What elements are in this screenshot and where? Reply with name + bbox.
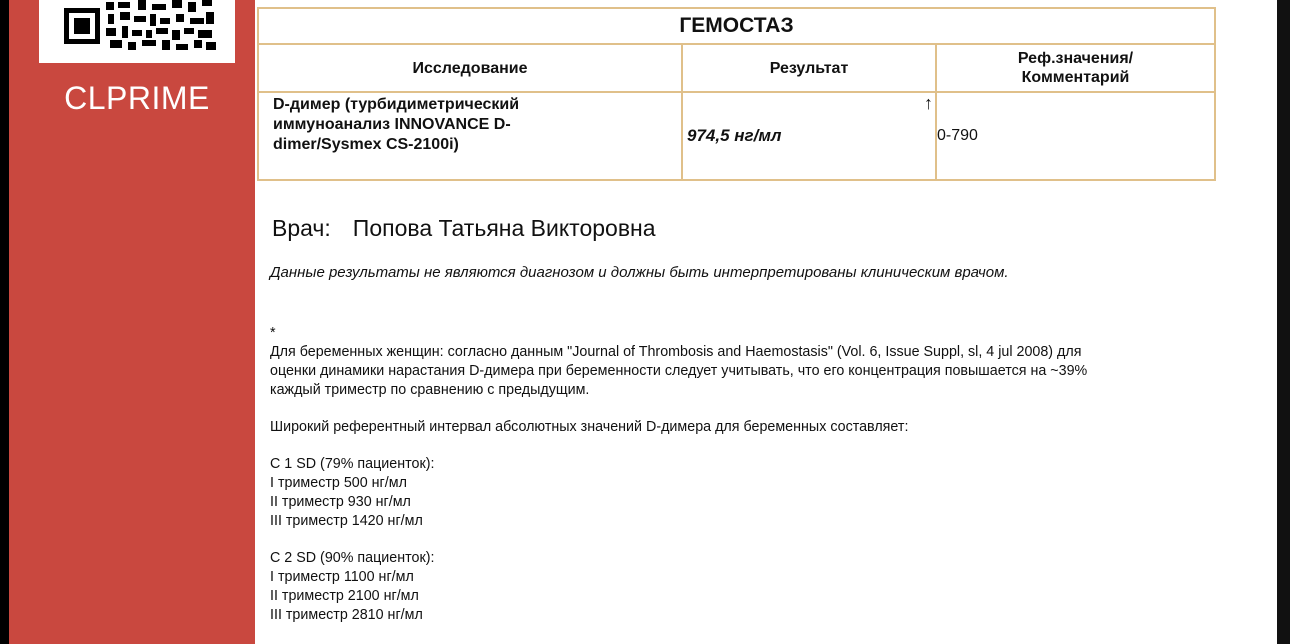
sd2-trimester-2: II триместр 2100 нг/мл	[270, 588, 419, 604]
notes-section	[270, 324, 1215, 625]
pregnancy-note-line2: оценки динамики нарастания D-димера при беременности следует учитывать, что его концентрация повышается на ~39%	[270, 363, 1088, 379]
sd1-heading: С 1 SD (79% пациенток):	[270, 456, 435, 472]
doctor-line	[272, 215, 656, 242]
qr-code-icon	[54, 0, 222, 52]
test-name-line3: dimer/Sysmex CS-2100i)	[273, 136, 459, 153]
notes-marker: *	[270, 325, 276, 341]
arrow-up-icon: ↑	[924, 93, 933, 113]
doctor-name: Попова Татьяна Викторовна	[352, 215, 656, 241]
column-header-result: Результат	[682, 44, 936, 92]
result-cell	[682, 92, 936, 180]
column-header-reference-line1: Реф.значения/	[1017, 50, 1134, 67]
results-table	[257, 7, 1216, 181]
brand-logo-text: CLPRIME	[64, 80, 210, 116]
reference-value: 0-790	[936, 92, 1215, 180]
sd1-trimester-2: II триместр 930 нг/мл	[270, 494, 411, 510]
column-header-test: Исследование	[258, 44, 682, 92]
report-page	[255, 0, 1277, 644]
sd2-trimester-1: I триместр 1100 нг/мл	[270, 569, 414, 585]
sd1-trimester-3: III триместр 1420 нг/мл	[270, 513, 423, 529]
doctor-label: Врач:	[272, 215, 331, 241]
sd2-trimester-3: III триместр 2810 нг/мл	[270, 607, 423, 623]
result-value: 974,5 нг/мл	[687, 126, 782, 145]
column-header-reference	[936, 44, 1215, 92]
column-header-reference-line2: Комментарий	[1021, 69, 1130, 86]
qr-code	[39, 0, 235, 63]
table-row	[258, 92, 1215, 180]
sidebar-brand-panel	[9, 0, 255, 644]
window-edge	[1277, 0, 1290, 644]
test-name-line1: D-димер (турбидиметрический	[273, 96, 520, 113]
test-name-cell	[258, 92, 682, 180]
test-name-line2: иммуноанализ INNOVANCE D-	[273, 116, 511, 133]
sd2-heading: С 2 SD (90% пациенток):	[270, 550, 435, 566]
section-title: ГЕМОСТАЗ	[258, 8, 1215, 44]
pregnancy-note-line3: каждый триместр по сравнению с предыдущим.	[270, 382, 590, 398]
pregnancy-note-line1: Для беременных женщин: согласно данным "Journal of Thrombosis and Haemostasis" (Vol. 6, Issue Suppl, sl, 4 jul 2008) для	[270, 344, 1082, 360]
disclaimer-text: Данные результаты не являются диагнозом и должны быть интерпретированы клиническим врачом.	[270, 264, 1009, 281]
sd1-trimester-1: I триместр 500 нг/мл	[270, 475, 407, 491]
interval-note: Широкий референтный интервал абсолютных значений D-димера для беременных составляет:	[270, 419, 909, 435]
